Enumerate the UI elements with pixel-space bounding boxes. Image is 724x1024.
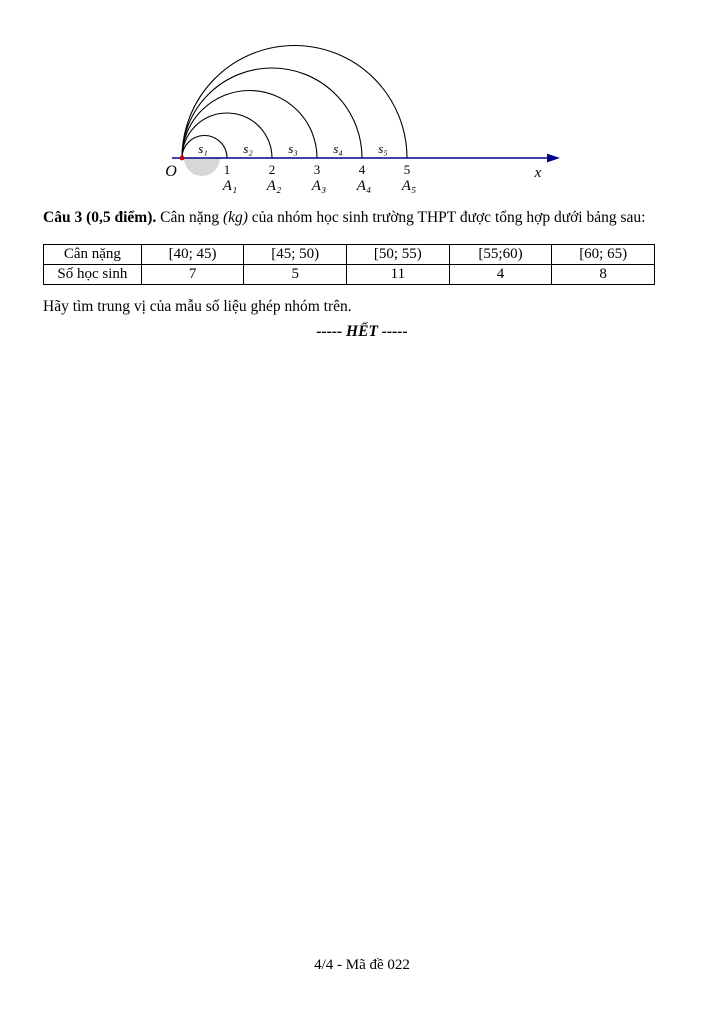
table-row-weight (44, 244, 655, 264)
arc-label-s5: s₅ (378, 141, 388, 156)
table-cell-count-header: Số học sinh (44, 264, 142, 284)
arc-label-s2: s₂ (243, 141, 253, 156)
point-label-a2: A₂ (266, 178, 282, 194)
end-marker: ----- HẾT ----- (316, 322, 408, 340)
instruction-text: Hãy tìm trung vị của mẫu số liệu ghép nhóm trên. (43, 297, 352, 315)
question-text-post: của nhóm học sinh trường THPT được tổng hợp dưới bảng sau: (251, 209, 646, 226)
tick-label-5: 5 (403, 162, 411, 177)
table-cell-count-1: 7 (141, 264, 244, 284)
tick-label-2: 2 (268, 162, 276, 177)
point-label-a4: A₄ (356, 178, 372, 194)
table-cell-interval-1: [40; 45) (141, 244, 244, 264)
origin-label: O (165, 163, 177, 180)
arc-s2 (182, 113, 272, 158)
table-cell-interval-2: [45; 50) (244, 244, 347, 264)
table-cell-count-5: 8 (552, 264, 655, 284)
origin-dot (180, 156, 185, 161)
point-label-a5: A₅ (401, 178, 417, 194)
shaded-region (184, 158, 220, 176)
table-cell-weight-header: Cân nặng (44, 244, 142, 264)
x-axis-label: x (534, 165, 542, 181)
question-unit: (kg) (222, 209, 248, 226)
table-cell-interval-3: [50; 55) (347, 244, 450, 264)
arc-label-s1: s₁ (198, 141, 208, 156)
table-cell-count-2: 5 (244, 264, 347, 284)
tick-label-3: 3 (313, 162, 321, 177)
frequency-table (43, 244, 655, 285)
question-label: Câu 3 (0,5 điểm). (43, 209, 157, 226)
x-axis-arrow-icon (547, 154, 560, 163)
question-text-pre: Cân nặng (160, 209, 220, 226)
point-label-a1: A₁ (222, 178, 238, 194)
table-row-count (44, 264, 655, 284)
table-cell-count-4: 4 (449, 264, 552, 284)
table-cell-interval-4: [55;60) (449, 244, 552, 264)
table-cell-count-3: 11 (347, 264, 450, 284)
arc-diagram-svg (158, 30, 582, 196)
page-footer: 4/4 - Mã đề 022 (314, 957, 410, 973)
question-3 (43, 208, 686, 229)
arc-label-s4: s₄ (333, 141, 343, 156)
arc-label-s3: s₃ (288, 141, 298, 156)
table-cell-interval-5: [60; 65) (552, 244, 655, 264)
tick-label-1: 1 (223, 162, 231, 177)
point-label-a3: A₃ (311, 178, 327, 194)
tick-label-4: 4 (358, 162, 366, 177)
arc-diagram (158, 30, 582, 196)
